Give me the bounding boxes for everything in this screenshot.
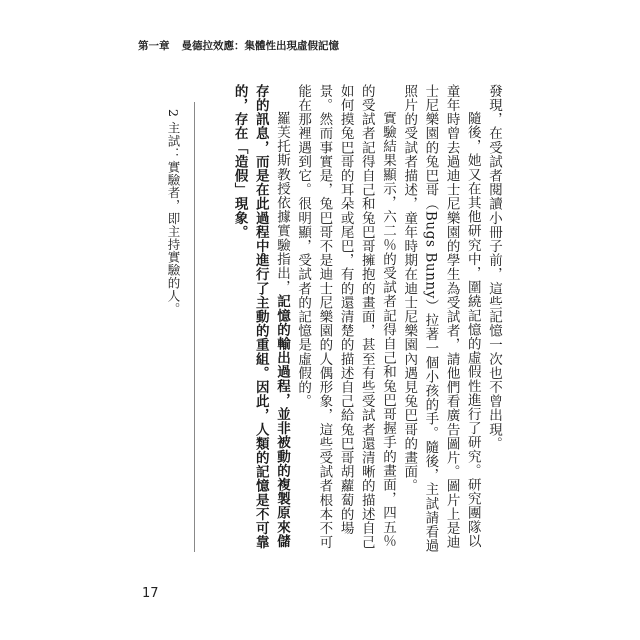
footnote: 2 主試：實驗者，即主持實驗的人。 — [166, 109, 181, 316]
body-text — [214, 84, 504, 554]
footnote-divider — [194, 102, 195, 552]
chapter-label: 第一章 — [138, 40, 170, 52]
running-head — [138, 38, 339, 53]
paragraph-4 — [228, 84, 292, 554]
paragraph-3: 實驗結果顯示，六二％的受試者記得自己和兔巴哥握手的畫面，四五％的受試者記得自己和兔巴哥擁抱的畫面，甚至有些受試者還清晰的描述自己如何摸兔巴哥的耳朵或尾巴，有的還清楚的描述自己給兔巴哥胡蘿蔔的場景。然而事實是，兔巴哥不是迪士尼樂園的人偶形象，這些受試者根本不可能在那裡遇到它。很明顯，受試者的記憶是虛假的。 — [295, 84, 396, 550]
paragraph-4-start: 羅芙托斯教授依據實驗指出， — [273, 111, 290, 295]
paragraph-1: 發現，在受試者閱讀小冊子前，這些記憶一次也不曾出現。 — [486, 84, 502, 451]
chapter-title: 曼德拉效應：集體性出現虛假記憶 — [181, 40, 339, 52]
paragraph-4-emphasis: 記憶的輸出過程，並非被動的複製原來儲存的訊息，而是在此過程中進行了主動的重組。因此，人類的記憶是不可靠的，存在「造假」現象。 — [231, 84, 290, 550]
page-number: 17 — [142, 586, 159, 601]
paragraph-2: 隨後，她又在其他研究中，圍繞記憶的虛假性進行了研究。研究團隊以童年時曾去過迪士尼樂園的學生為受試者，請他們看廣告圖片。圖片上是迪士尼樂園的兔巴哥（Bugs Bunny）拉著一個小孩的手。隨後，主試請看過照片的受試者描述，童年時期在迪士尼樂園內遇見兔巴哥的畫面。 — [401, 84, 481, 553]
book-page — [134, 14, 506, 622]
